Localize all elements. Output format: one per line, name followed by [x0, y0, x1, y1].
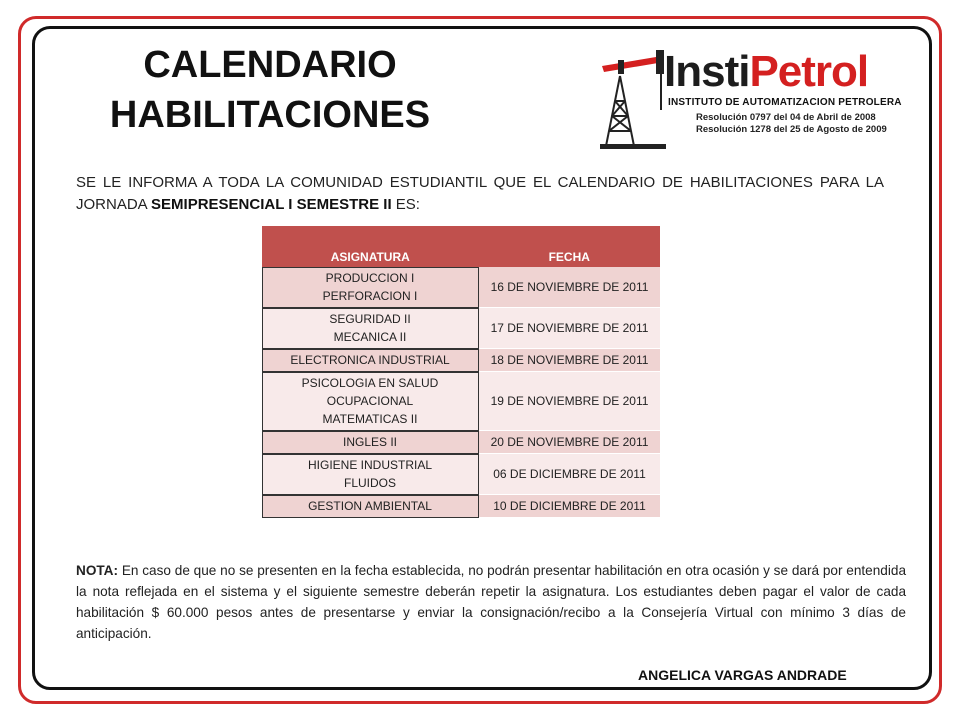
- institution-logo: [598, 42, 918, 152]
- note-paragraph: [76, 560, 906, 644]
- table-row: [262, 372, 660, 431]
- table-body: [262, 267, 660, 518]
- subject-cell: [262, 495, 479, 518]
- logo-wordmark: [664, 48, 868, 96]
- subject-line: HIGIENE INDUSTRIAL: [307, 458, 433, 472]
- table-row: [262, 349, 660, 372]
- subject-line: PERFORACION I: [322, 289, 418, 303]
- subject-cell: [262, 349, 479, 372]
- intro-suffix: ES:: [391, 196, 420, 213]
- calendar-table: [262, 226, 660, 518]
- resolution-line-2: Resolución 1278 del 25 de Agosto de 2009: [696, 124, 887, 135]
- logo-wordmark-part2: Petrol: [749, 47, 869, 96]
- subject-line: PSICOLOGIA EN SALUD: [301, 376, 439, 390]
- date-cell: 17 DE NOVIEMBRE DE 2011: [479, 308, 661, 349]
- table-header-row: [262, 226, 660, 267]
- note-label: NOTA:: [76, 563, 119, 578]
- subject-line: MATEMATICAS II: [322, 412, 418, 426]
- subject-line: GESTION AMBIENTAL: [308, 499, 432, 513]
- header-subject: ASIGNATURA: [262, 226, 479, 267]
- intro-bold: SEMIPRESENCIAL I SEMESTRE II: [151, 196, 392, 213]
- resolution-line-1: Resolución 0797 del 04 de Abril de 2008: [696, 112, 876, 123]
- subject-line: INGLES II: [342, 435, 398, 449]
- subject-cell: [262, 372, 479, 431]
- note-text: En caso de que no se presenten en la fecha establecida, no podrán presentar habilitación en otra ocasión y se dará por entendida la nota reflejada en el sistema y el siguiente semestre deberán repetir la asignatura. Los estudiantes deben pagar el valor de cada habilitación $ 60.000 pesos antes de presentarse y enviar la consignación/recibo a la Consejería Virtual con mínimo 3 días de anticipación.: [76, 563, 906, 641]
- subject-cell: [262, 454, 479, 495]
- table-row: [262, 495, 660, 518]
- subject-line: OCUPACIONAL: [326, 394, 414, 408]
- oil-pump-icon: [598, 46, 668, 150]
- page-title: CALENDARIO HABILITACIONES: [109, 44, 431, 136]
- subject-line: ELECTRONICA INDUSTRIAL: [290, 353, 450, 367]
- date-cell: 19 DE NOVIEMBRE DE 2011: [479, 372, 661, 431]
- subject-line: FLUIDOS: [343, 476, 396, 490]
- subject-line: MECANICA II: [333, 330, 407, 344]
- logo-subtitle: INSTITUTO DE AUTOMATIZACION PETROLERA: [668, 97, 902, 108]
- intro-text: SE LE INFORMA A TODA LA COMUNIDAD ESTUDIANTIL QUE EL CALENDARIO DE HABILITACIONES PARA LA JORNADA: [76, 174, 884, 213]
- logo-wordmark-part1: Insti: [664, 47, 750, 96]
- signature: ANGELICA VARGAS ANDRADE: [638, 667, 847, 683]
- date-cell: 20 DE NOVIEMBRE DE 2011: [479, 431, 661, 454]
- date-cell: 16 DE NOVIEMBRE DE 2011: [479, 267, 661, 308]
- table-row: [262, 454, 660, 495]
- table-row: [262, 431, 660, 454]
- subject-cell: [262, 431, 479, 454]
- subject-line: SEGURIDAD II: [329, 312, 411, 326]
- subject-cell: [262, 267, 479, 308]
- table-row: [262, 267, 660, 308]
- logo-resolutions: [696, 112, 887, 136]
- subject-cell: [262, 308, 479, 349]
- date-cell: 18 DE NOVIEMBRE DE 2011: [479, 349, 661, 372]
- date-cell: 06 DE DICIEMBRE DE 2011: [479, 454, 661, 495]
- date-cell: 10 DE DICIEMBRE DE 2011: [479, 495, 661, 518]
- header-date: FECHA: [479, 226, 661, 267]
- subject-line: PRODUCCION I: [325, 271, 415, 285]
- table-row: [262, 308, 660, 349]
- intro-paragraph: [76, 172, 884, 216]
